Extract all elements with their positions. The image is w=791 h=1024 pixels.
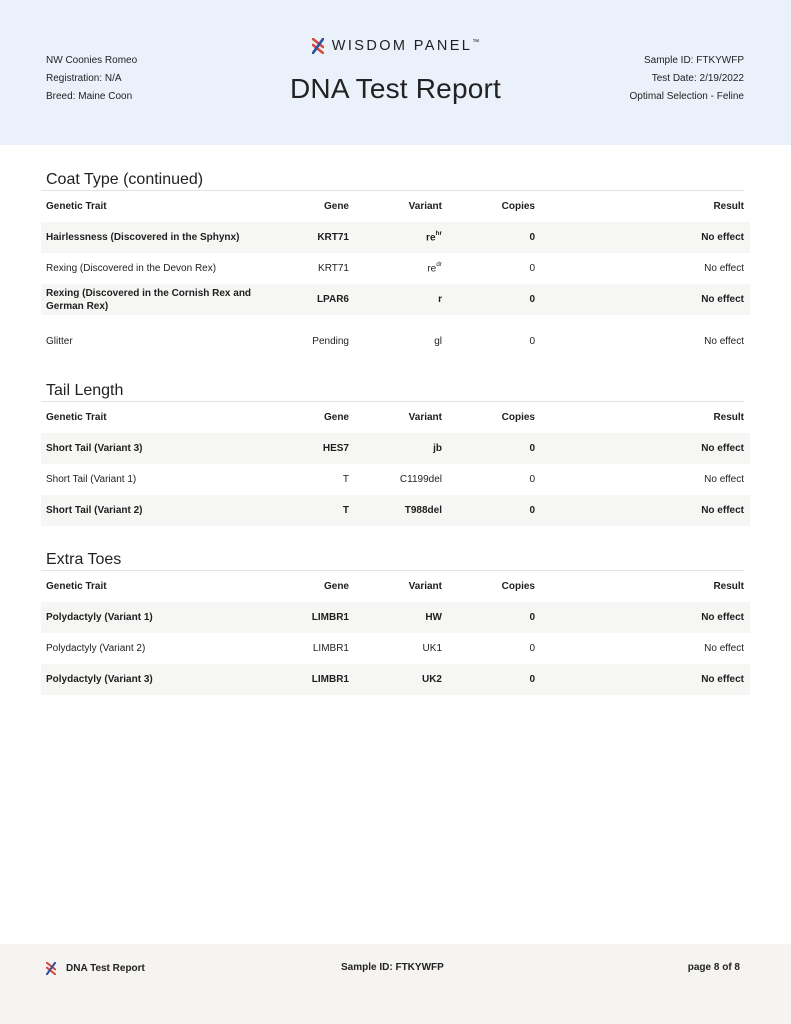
section-extra-toes [41, 549, 750, 695]
brand-trademark: ™ [472, 39, 480, 47]
section-title: Tail Length [41, 380, 744, 402]
col-header-trait: Genetic Trait [46, 412, 107, 423]
footer-sample-id: Sample ID: FTKYWFP [341, 962, 444, 973]
section-coat-type [41, 169, 750, 367]
brand-logo [312, 38, 480, 54]
sample-info [630, 52, 745, 106]
brand-name: WISDOM PANEL [331, 38, 473, 54]
table-row: Polydactyly (Variant 3) LIMBR1 UK2 0 No effect [41, 664, 750, 695]
col-header-copies: Copies [501, 201, 535, 212]
col-header-variant: Variant [408, 412, 442, 423]
col-header-trait: Genetic Trait [46, 581, 107, 592]
section-tail-length [41, 380, 750, 526]
table-row: Glitter Pending gl 0 No effect [46, 335, 744, 347]
wisdom-panel-helix-logo-icon [46, 962, 56, 975]
table-row: Short Tail (Variant 2) T T988del 0 No effect [41, 495, 750, 526]
table-row: Short Tail (Variant 3) HES7 jb 0 No effect [41, 433, 750, 464]
col-header-copies: Copies [501, 581, 535, 592]
table-row: Rexing (Discovered in the Devon Rex) KRT71 $re^{dr}$ 0 No effect [46, 261, 744, 275]
col-header-copies: Copies [501, 412, 535, 423]
col-header-gene: Gene [323, 581, 349, 592]
col-header-variant: Variant [408, 581, 442, 592]
page-number: page 8 of 8 [687, 962, 740, 973]
panel-selection: Optimal Selection - Feline [629, 91, 744, 102]
trait-table [41, 191, 750, 367]
footer-report-label [46, 962, 145, 975]
test-date: Test Date: 2/19/2022 [651, 73, 744, 84]
col-header-result: Result [713, 581, 744, 592]
page-title: DNA Test Report [289, 73, 502, 104]
col-header-variant: Variant [408, 201, 442, 212]
section-title: Extra Toes [41, 549, 744, 571]
footer-report-title: DNA Test Report [66, 963, 145, 974]
table-row: Hairlessness (Discovered in the Sphynx) KRT71 $re^{hr}$ 0 No effect [41, 222, 750, 253]
table-row: Polydactyly (Variant 2) LIMBR1 UK1 0 No effect [46, 643, 744, 654]
breed: Breed: Maine Coon [46, 91, 133, 102]
trait-table [41, 571, 750, 695]
col-header-gene: Gene [323, 201, 349, 212]
col-header-gene: Gene [323, 412, 349, 423]
section-title: Coat Type (continued) [41, 169, 744, 191]
table-row: Polydactyly (Variant 1) LIMBR1 HW 0 No effect [41, 602, 750, 633]
pet-name: NW Coonies Romeo [46, 55, 138, 66]
wisdom-panel-helix-logo-icon [312, 38, 324, 54]
registration: Registration: N/A [46, 73, 122, 84]
report-header [0, 0, 791, 145]
col-header-result: Result [713, 412, 744, 423]
table-row: Short Tail (Variant 1) T C1199del 0 No effect [46, 474, 744, 485]
trait-table [41, 402, 750, 526]
col-header-result: Result [713, 201, 744, 212]
sample-id: Sample ID: FTKYWFP [643, 55, 744, 66]
table-row: Rexing (Discovered in the Cornish Rex and German Rex) LPAR6 r 0 No effect [41, 284, 750, 315]
col-header-trait: Genetic Trait [46, 201, 107, 212]
report-footer [0, 944, 791, 1024]
